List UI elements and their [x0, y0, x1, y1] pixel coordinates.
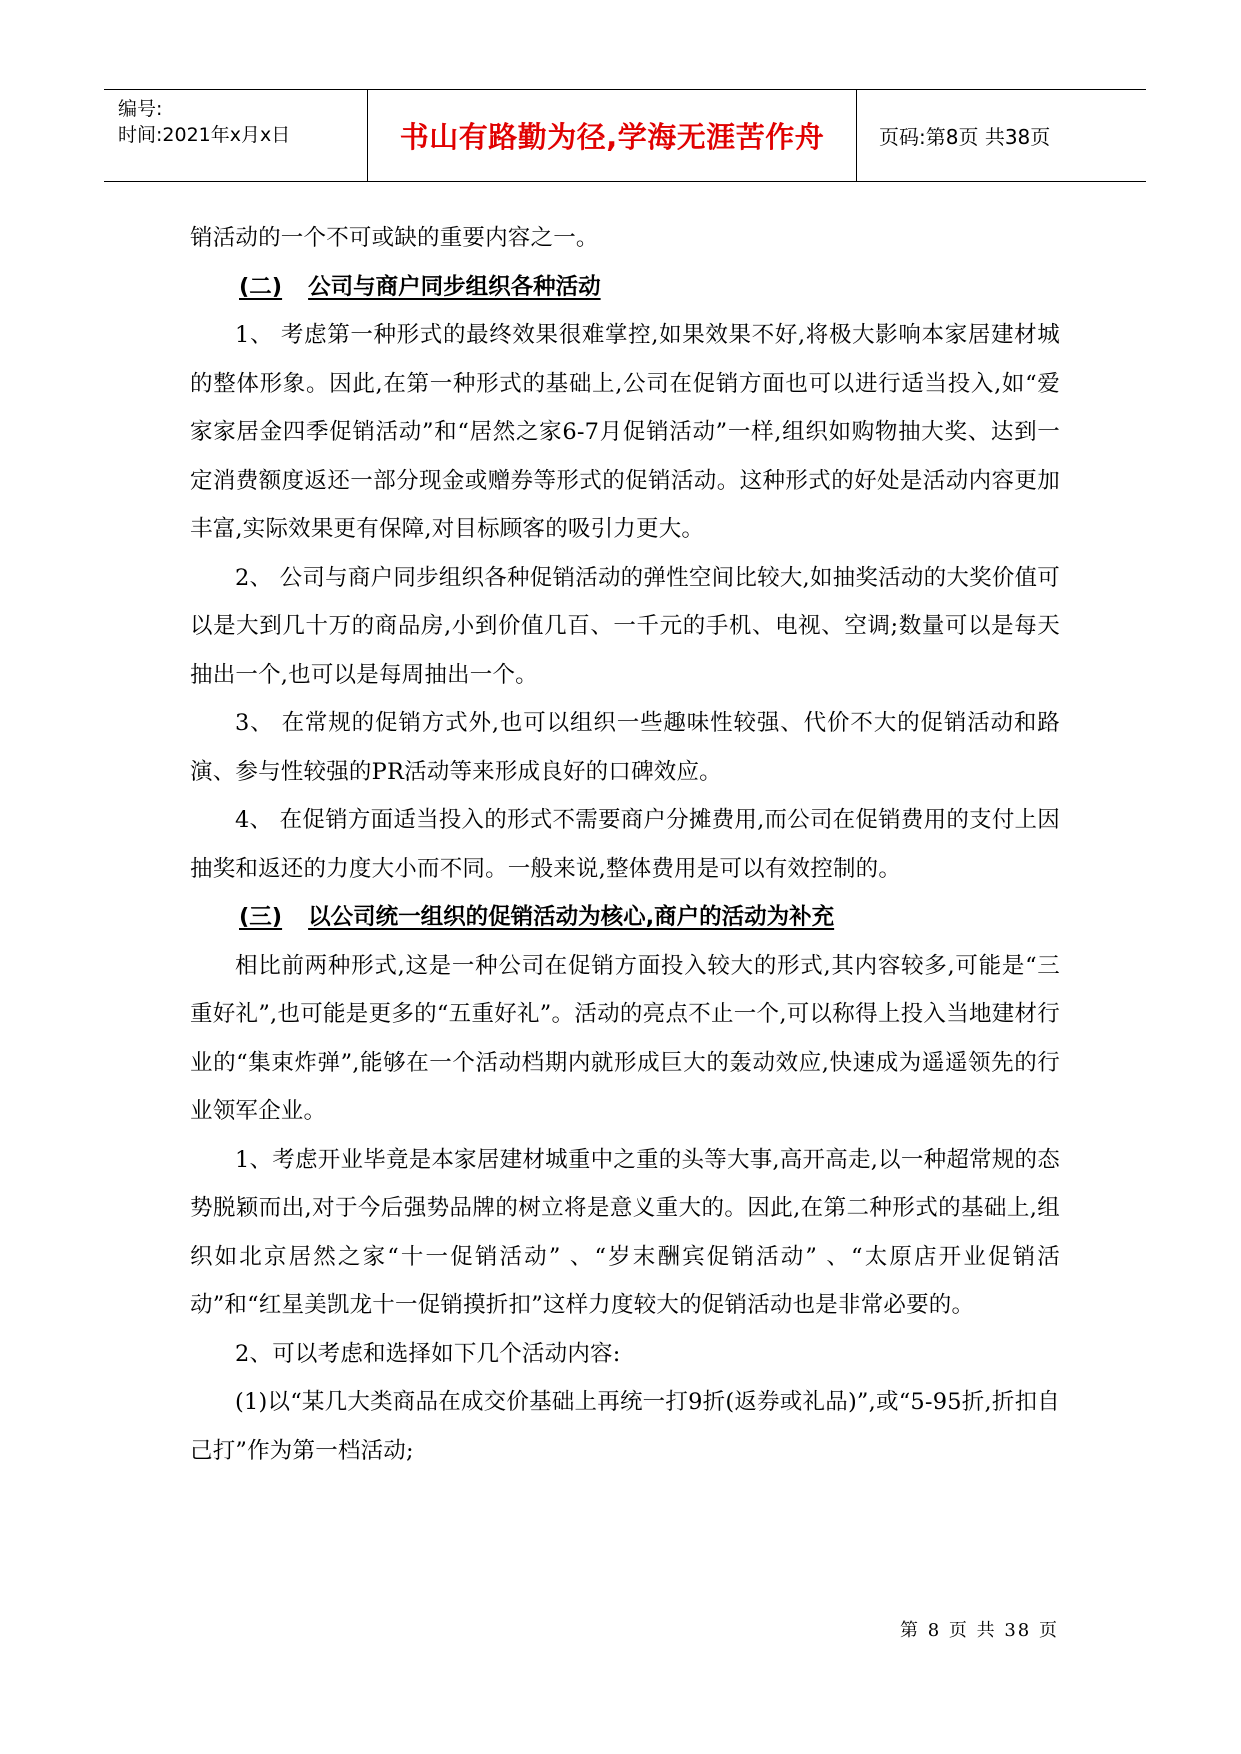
section-number: (三) [239, 904, 283, 930]
document-body [190, 214, 1060, 1475]
section-number: (二) [239, 273, 283, 300]
paragraph: 2、可以考虑和选择如下几个活动内容: [235, 1340, 621, 1367]
header-motto: 书山有路勤为径,学海无涯苦作舟 [368, 90, 857, 181]
page-header [104, 89, 1146, 182]
section-title: 公司与商户同步组织各种活动 [308, 273, 601, 300]
paragraph: 相比前两种形式,这是一种公司在促销方面投入较大的形式,其内容较多,可能是“三重好礼”,也可能是更多的“五重好礼”。活动的亮点不止一个,可以称得上投入当地建材行业的“集束炸弹”,能够在一个活动档期内就形成巨大的轰动效应,快速成为遥遥领先的行业领军企业。 [190, 952, 1060, 1124]
section-title: 以公司统一组织的促销活动为核心,商户的活动为补充 [308, 904, 835, 930]
page-footer: 第 8 页 共 38 页 [900, 1620, 1059, 1641]
paragraph: 4、 在促销方面适当投入的形式不需要商户分摊费用,而公司在促销费用的支付上因抽奖和返还的力度大小而不同。一般来说,整体费用是可以有效控制的。 [190, 807, 1060, 882]
paragraph: 1、 考虑第一种形式的最终效果很难掌控,如果效果不好,将极大影响本家居建材城的整体形象。因此,在第一种形式的基础上,公司在促销方面也可以进行适当投入,如“爱家家居金四季促销活动”和“居然之家6-7月促销活动”一样,组织如购物抽大奖、达到一定消费额度返还一部分现金或赠券等形式的促销活动。这种形式的好处是活动内容更加丰富,实际效果更有保障,对目标顾客的吸引力更大。 [190, 322, 1060, 542]
header-meta-cell [104, 90, 368, 181]
paragraph: 销活动的一个不可或缺的重要内容之一。 [190, 225, 599, 251]
header-page-code: 页码:第8页 共38页 [879, 125, 1051, 149]
paragraph: (1)以“某几大类商品在成交价基础上再统一打9折(返券或礼品)”,或“5-95折,折扣自己打”作为第一档活动; [190, 1389, 1060, 1464]
section-heading-2 [190, 263, 1060, 312]
number-label: 编号: [118, 98, 163, 120]
paragraph: 1、考虑开业毕竟是本家居建材城重中之重的头等大事,高开高走,以一种超常规的态势脱颖而出,对于今后强势品牌的树立将是意义重大的。因此,在第二种形式的基础上,组织如北京居然之家“十一促销活动” 、“岁末酬宾促销活动” 、“太原店开业促销活动”和“红星美凯龙十一促销摸折扣”这样力度较大的促销活动也是非常必要的。 [190, 1146, 1060, 1318]
paragraph: 2、 公司与商户同步组织各种促销活动的弹性空间比较大,如抽奖活动的大奖价值可以是大到几十万的商品房,小到价值几百、一千元的手机、电视、空调;数量可以是每天抽出一个,也可以是每周抽出一个。 [190, 564, 1060, 688]
section-heading-3 [190, 893, 1060, 942]
paragraph: 3、 在常规的促销方式外,也可以组织一些趣味性较强、代价不大的促销活动和路演、参与性较强的PR活动等来形成良好的口碑效应。 [190, 710, 1060, 785]
time-label: 时间:2021年x月x日 [118, 124, 291, 146]
